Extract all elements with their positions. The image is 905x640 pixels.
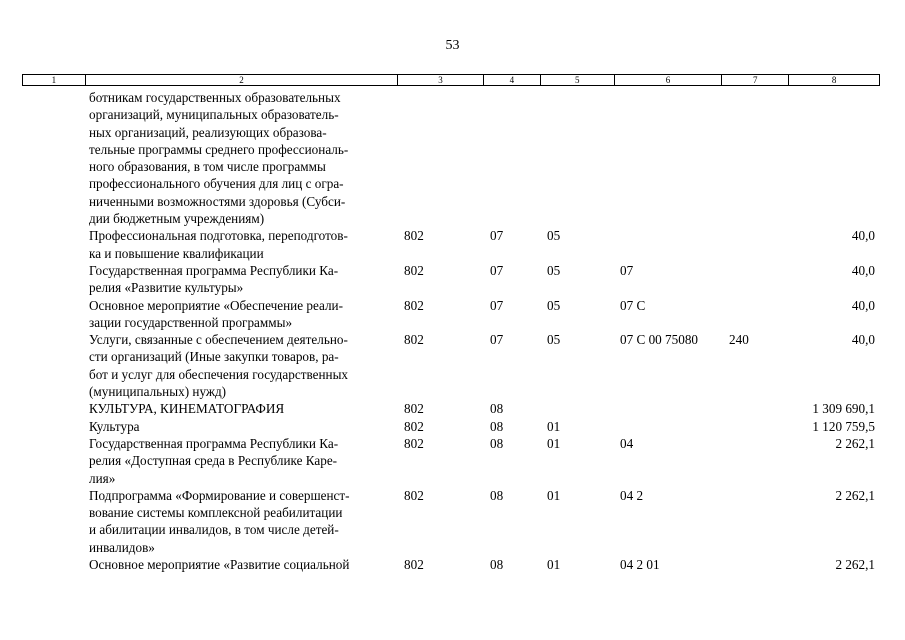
- row-sum: 40,0: [851, 297, 875, 313]
- row-name-line: ботникам государственных образовательных: [89, 90, 341, 105]
- row-name-line: Государственная программа Республики Ка-: [89, 263, 339, 278]
- row-section: 08: [490, 401, 504, 417]
- row-subsection: 01: [547, 418, 561, 434]
- row-section: 07: [490, 332, 504, 348]
- row-expense-type: 240: [729, 332, 749, 348]
- table-row: [0, 400, 905, 417]
- header-col-7: 7: [722, 75, 789, 85]
- row-admin-code: 802: [404, 263, 424, 278]
- row-sum: 2 262,1: [835, 487, 875, 503]
- table-row: [0, 262, 905, 297]
- row-subsection: 01: [547, 487, 561, 503]
- row-sum: 40,0: [851, 228, 875, 244]
- row-subsection: 01: [547, 557, 561, 573]
- row-section: 07: [490, 228, 504, 244]
- row-section: 08: [490, 418, 504, 434]
- row-name-line: лия»: [89, 470, 116, 486]
- row-name: [89, 400, 394, 417]
- table-row: [0, 418, 905, 435]
- row-admin-code: 802: [404, 228, 424, 244]
- row-name: [89, 487, 394, 556]
- table-row: [0, 556, 905, 573]
- row-name-line: зации государственной программы»: [89, 314, 293, 330]
- row-name-line: КУЛЬТУРА, КИНЕМАТОГРАФИЯ: [89, 401, 285, 417]
- row-name-line: Основное мероприятие «Обеспечение реали-: [89, 297, 343, 313]
- header-col-1: 1: [23, 75, 86, 85]
- row-target-article: 07 С: [620, 297, 646, 313]
- row-subsection: 05: [547, 332, 561, 348]
- row-admin-code: 802: [404, 418, 424, 434]
- table-row: [0, 435, 905, 487]
- table-row: [0, 89, 905, 227]
- row-target-article: 07: [620, 263, 634, 278]
- row-sum: 40,0: [851, 263, 875, 278]
- page-number: 53: [445, 38, 460, 53]
- row-subsection: 05: [547, 297, 561, 313]
- row-admin-code: 802: [404, 557, 424, 573]
- header-col-8: 8: [831, 75, 837, 85]
- row-name: [89, 418, 394, 435]
- row-name-line: Основное мероприятие «Развитие социальной: [89, 557, 350, 573]
- row-name-line: ного образования, в том числе программы: [89, 159, 326, 175]
- row-name-line: ка и повышение квалификации: [89, 245, 264, 261]
- header-col-3: 3: [398, 75, 484, 85]
- row-name: [89, 227, 394, 262]
- row-sum: 2 262,1: [835, 436, 875, 451]
- row-admin-code: 802: [404, 297, 424, 313]
- header-col-4: 4: [484, 75, 541, 85]
- row-name-line: профессионального обучения для лиц с огра-: [89, 176, 344, 192]
- row-section: 08: [490, 436, 504, 451]
- table-row: [0, 297, 905, 332]
- row-target-article: 04 2 01: [620, 557, 660, 573]
- row-name-line: Культура: [89, 418, 140, 434]
- row-name-line: Профессиональная подготовка, переподготов-: [89, 228, 348, 244]
- row-name-line: дии бюджетным учреждениям): [89, 211, 265, 227]
- row-name-line: Подпрограмма «Формирование и совершенст-: [89, 487, 350, 503]
- row-name-line: релия «Доступная среда в Республике Каре-: [89, 453, 338, 469]
- row-name-line: вование системы комплексной реабилитации: [89, 505, 343, 521]
- row-sum: 1 120 759,5: [812, 418, 875, 434]
- row-target-article: 04 2: [620, 487, 644, 503]
- row-name-line: сти организаций (Иные закупки товаров, ра-: [89, 349, 339, 365]
- row-name: [89, 297, 394, 332]
- row-name-line: тельные программы среднего профессиональ-: [89, 141, 349, 157]
- header-col-2: 2: [86, 75, 398, 85]
- row-name: [89, 556, 394, 573]
- row-section: 08: [490, 487, 504, 503]
- row-admin-code: 802: [404, 436, 424, 451]
- row-admin-code: 802: [404, 401, 424, 417]
- row-sum: 2 262,1: [835, 557, 875, 573]
- row-admin-code: 802: [404, 332, 424, 348]
- row-section: 07: [490, 263, 504, 278]
- row-subsection: 01: [547, 436, 561, 451]
- table-row: [0, 487, 905, 556]
- row-name: [89, 89, 394, 227]
- row-admin-code: 802: [404, 487, 424, 503]
- header-col-5: 5: [541, 75, 615, 85]
- row-name-line: (муниципальных) нужд): [89, 384, 227, 400]
- table-header: [22, 74, 880, 86]
- row-sum: 40,0: [851, 332, 875, 348]
- row-name-line: ниченными возможностями здоровья (Субси-: [89, 193, 346, 209]
- table-row: [0, 227, 905, 262]
- row-target-article: 07 С 00 75080: [620, 332, 699, 348]
- row-name-line: организаций, муниципальных образователь-: [89, 107, 339, 123]
- row-name-line: Государственная программа Республики Ка-: [89, 436, 339, 451]
- row-section: 08: [490, 557, 504, 573]
- row-name: [89, 435, 394, 487]
- row-subsection: 05: [547, 228, 561, 244]
- row-name-line: и абилитации инвалидов, в том числе детей-: [89, 522, 339, 538]
- header-col-6: 6: [615, 75, 723, 85]
- row-name-line: релия «Развитие культуры»: [89, 280, 244, 296]
- row-subsection: 05: [547, 263, 561, 278]
- row-name-line: ных организаций, реализующих образова-: [89, 124, 327, 140]
- row-target-article: 04: [620, 436, 634, 451]
- row-name-line: бот и услуг для обеспечения государственных: [89, 366, 349, 382]
- row-name-line: инвалидов»: [89, 539, 155, 555]
- row-section: 07: [490, 297, 504, 313]
- table-row: [0, 331, 905, 400]
- row-sum: 1 309 690,1: [812, 401, 875, 417]
- row-name: [89, 331, 394, 400]
- row-name: [89, 262, 394, 297]
- row-name-line: Услуги, связанные с обеспечением деятельно-: [89, 332, 348, 348]
